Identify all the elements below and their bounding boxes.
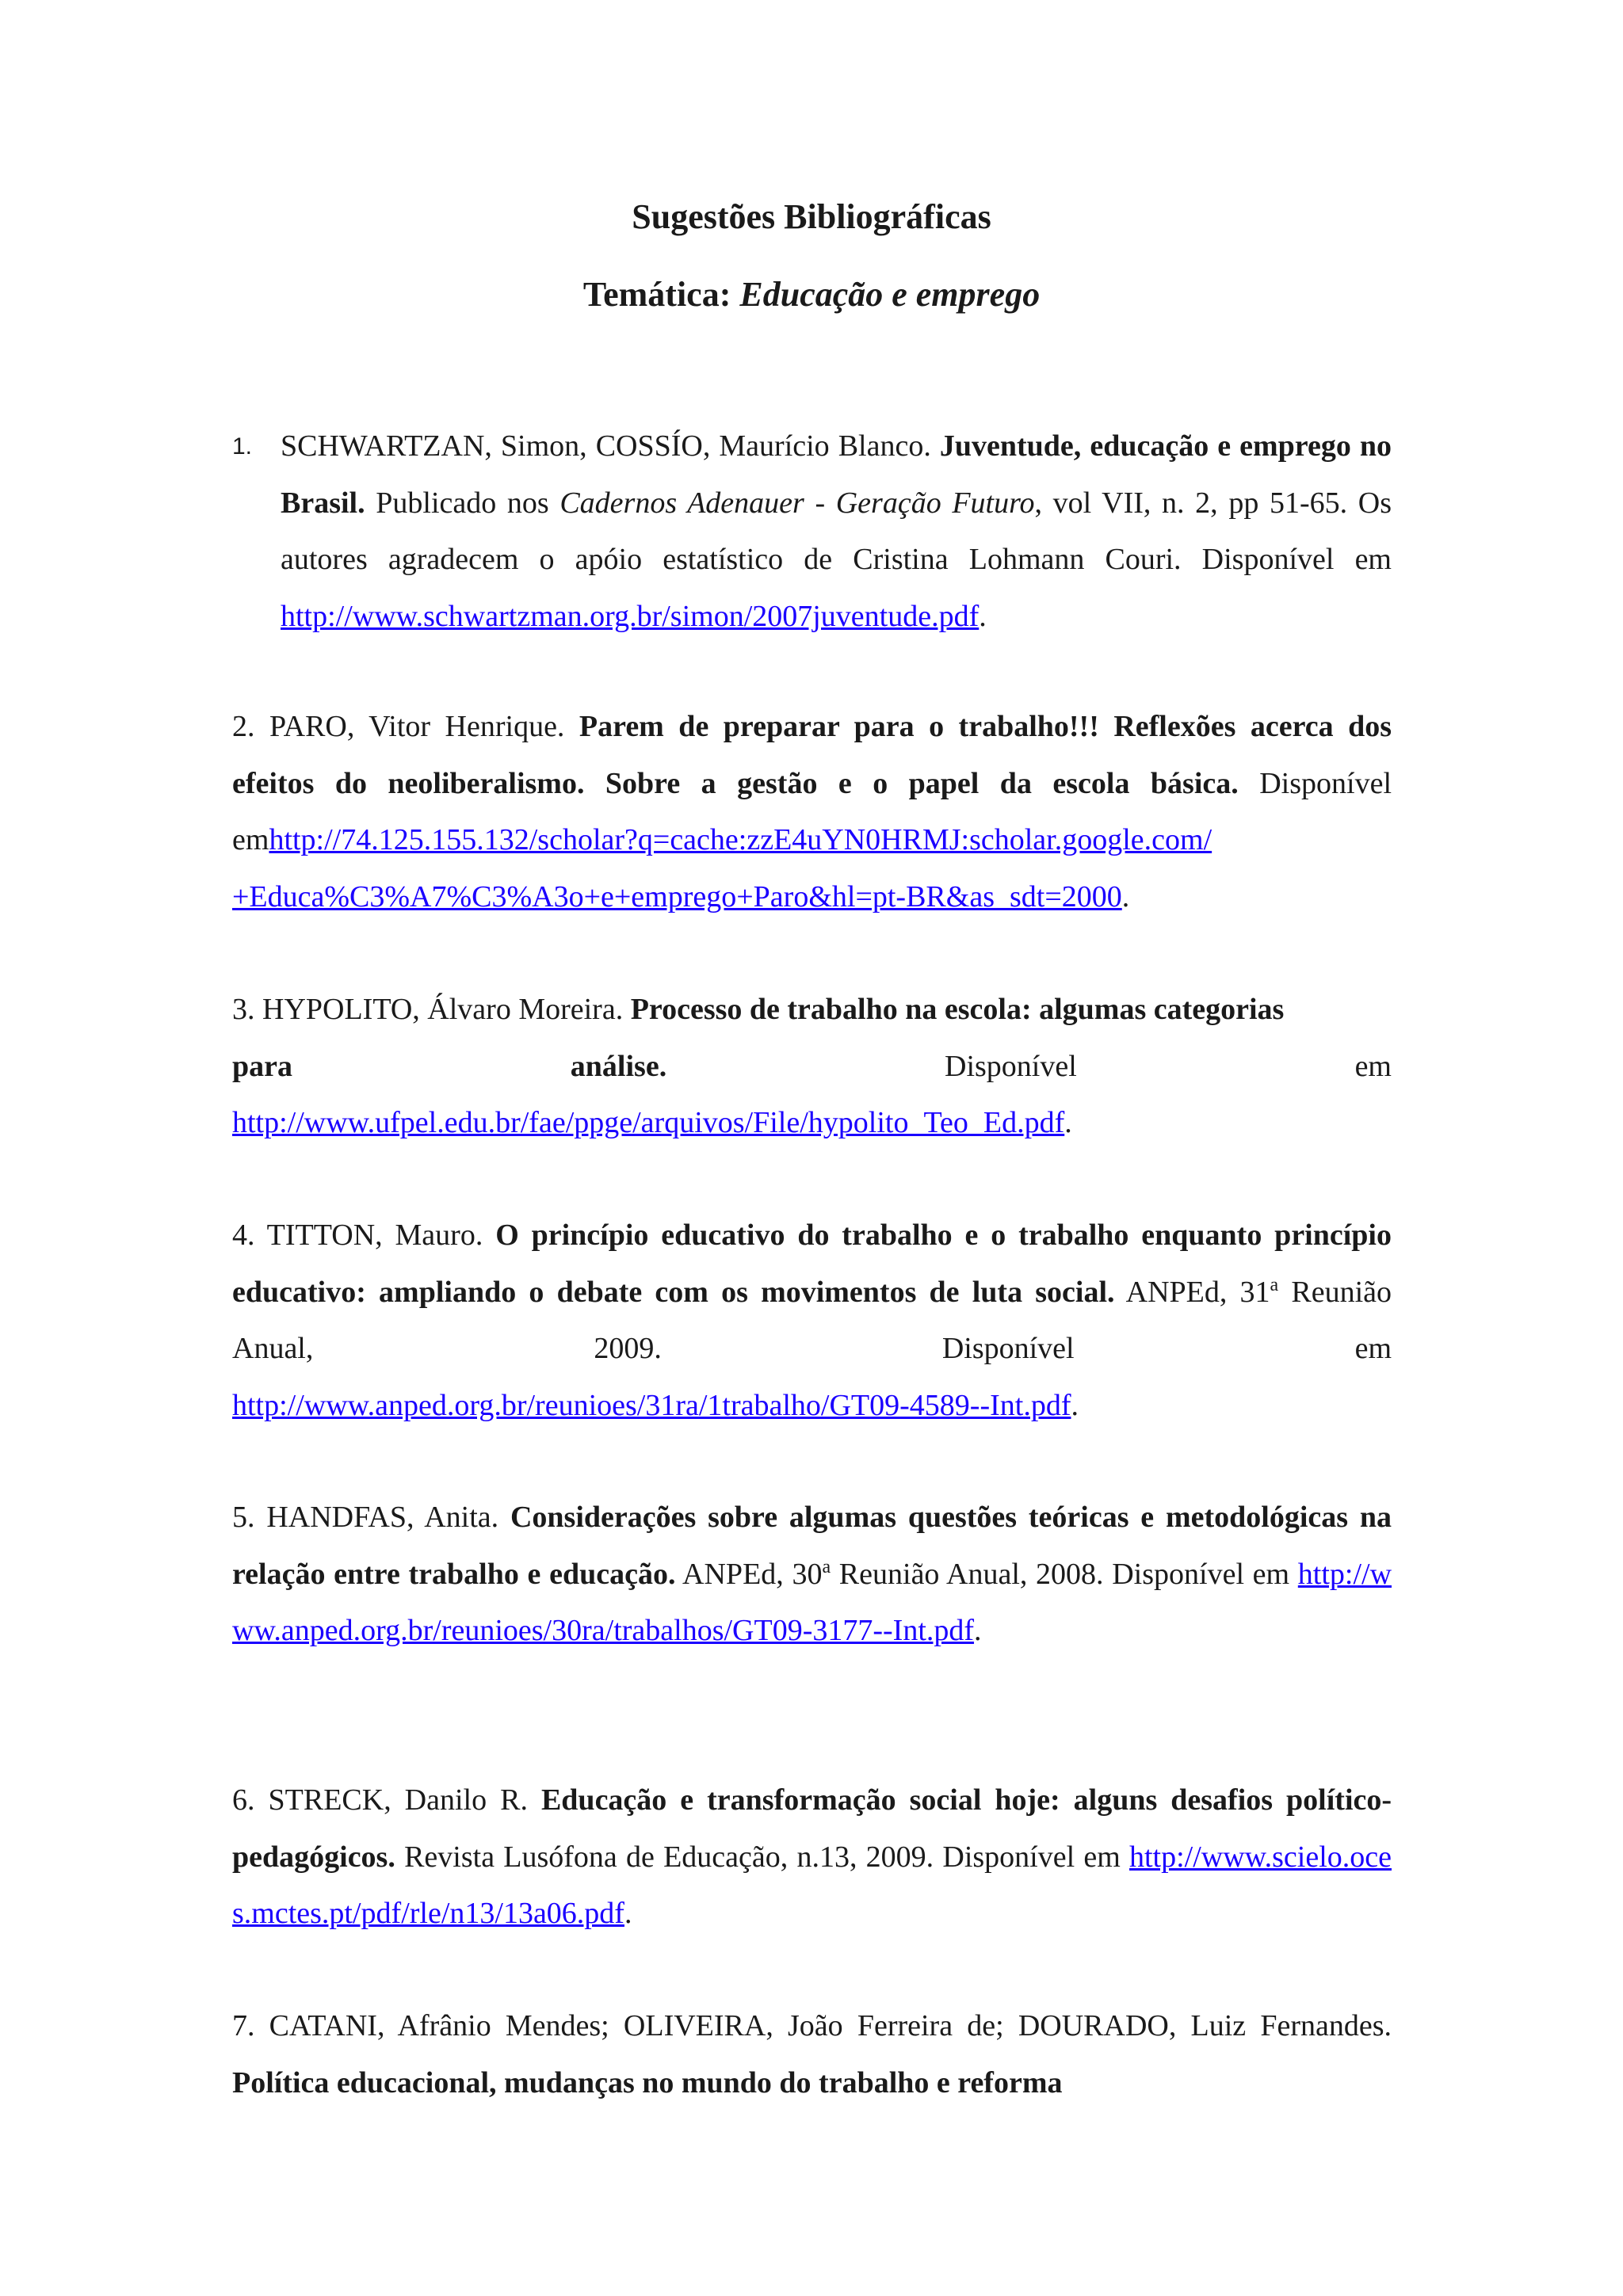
entry-4-link[interactable]: http://www.anped.org.br/reunioes/31ra/1trabalho/GT09-4589--Int.pdf — [232, 1388, 1071, 1422]
entry-5-authors: HANDFAS, Anita. — [266, 1501, 499, 1534]
entry-3-title-part1: Processo de trabalho na escola: algumas categorias — [630, 993, 1285, 1026]
entry-1-authors: SCHWARTZAN, Simon, COSSÍO, Maurício Blanco. — [281, 429, 931, 463]
entry-3-authors: HYPOLITO, Álvaro Moreira. — [262, 993, 624, 1026]
entry-2-authors: PARO, Vitor Henrique. — [269, 710, 565, 743]
entry-4-authors: TITTON, Mauro. — [266, 1219, 483, 1252]
entry-1-journal: Cadernos Adenauer - Geração Futuro — [559, 486, 1035, 520]
entry-1-end: . — [979, 599, 987, 633]
entry-7-authors: CATANI, Afrânio Mendes; OLIVEIRA, João Ferreira de; DOURADO, Luiz Fernandes. — [269, 2009, 1392, 2042]
entry-4-end: . — [1071, 1388, 1079, 1422]
entry-3-details: Disponível em — [945, 1049, 1392, 1083]
entry-1-pre-italic: Publicado nos — [376, 486, 549, 520]
entry-3-link[interactable]: http://www.ufpel.edu.br/fae/ppge/arquivos/File/hypolito_Teo_Ed.pdf — [232, 1106, 1065, 1139]
entry-3-title-part2: para análise. — [232, 1049, 667, 1083]
entry-5-details-pre: ANPEd, 30 — [682, 1557, 823, 1591]
entry-2-link-part1[interactable]: http://74.125.155.132/scholar?q=cache:zzE4uYN0HRMJ:scholar.google.com/ — [269, 823, 1212, 856]
entry-1-title: Juventude, educação e emprego no Brasil. — [281, 429, 1392, 520]
entry-3-end: . — [1064, 1106, 1072, 1139]
entry-4-details-pre: ANPEd, 31 — [1125, 1275, 1270, 1309]
entry-4-details-sup: a — [1270, 1274, 1279, 1295]
page-subtitle — [0, 273, 1623, 317]
entry-3-line2 — [232, 1039, 1392, 1096]
entry-6 — [232, 1772, 1392, 1943]
entry-7 — [232, 1998, 1392, 2111]
entry-2-link-part2[interactable]: +Educa%C3%A7%C3%A3o+e+emprego+Paro&hl=pt-BR&as_sdt=2000 — [232, 879, 1122, 913]
entry-2-details: Disponível em — [232, 766, 1392, 856]
entry-3-number: 3. — [232, 993, 255, 1026]
entry-1-link[interactable]: http://www.schwartzman.org.br/simon/2007juventude.pdf — [281, 599, 980, 633]
entry-2-end: . — [1121, 879, 1130, 913]
entry-4 — [232, 1207, 1392, 1434]
entry-7-title: Política educacional, mudanças no mundo do trabalho e reforma — [232, 2065, 1063, 2100]
entry-6-authors: STRECK, Danilo R. — [268, 1783, 528, 1817]
entry-5-link[interactable]: http://www.anped.org.br/reunioes/30ra/trabalhos/GT09-3177--Int.pdf — [232, 1557, 1392, 1647]
entry-2-number: 2. — [232, 710, 255, 743]
entry-1 — [281, 418, 1392, 645]
subtitle-topic: Educação e emprego — [739, 275, 1041, 314]
entry-2 — [232, 699, 1392, 925]
entry-1-number: 1. — [232, 433, 253, 460]
entry-4-details-post: Reunião Anual, 2009. Disponível em — [232, 1275, 1392, 1365]
entry-2-title: Parem de preparar para o trabalho!!! Reflexões acerca dos efeitos do neoliberalismo. Sobre a gestão e o papel da escola básica. — [232, 710, 1392, 800]
entry-4-number: 4. — [232, 1219, 255, 1252]
entry-6-number: 6. — [232, 1783, 255, 1817]
entry-1-details: , vol VII, n. 2, pp 51-65. Os autores agradecem o apóio estatístico de Cristina Lohmann Couri. Disponível em — [281, 486, 1392, 576]
entry-5-number: 5. — [232, 1501, 255, 1534]
entry-5 — [232, 1489, 1392, 1660]
entry-3 — [232, 982, 1392, 1152]
entry-5-details-sup: a — [822, 1556, 831, 1577]
subtitle-label: Temática: — [582, 275, 731, 314]
entry-5-details-post: Reunião Anual, 2008. Disponível em — [838, 1557, 1290, 1591]
entry-6-title: Educação e transformação social hoje: alguns desafios político-pedagógicos. — [232, 1783, 1392, 1874]
entry-6-end: . — [624, 1897, 632, 1930]
entry-5-end: . — [974, 1614, 982, 1647]
entry-7-number: 7. — [232, 2009, 255, 2042]
entry-6-details: Revista Lusófona de Educação, n.13, 2009. Disponível em — [404, 1840, 1121, 1874]
page-title: Sugestões Bibliográficas — [632, 197, 991, 236]
entry-6-link[interactable]: http://www.scielo.oces.mctes.pt/pdf/rle/n13/13a06.pdf — [232, 1840, 1392, 1930]
entry-5-title: Considerações sobre algumas questões teóricas e metodológicas na relação entre trabalho e educação. — [232, 1501, 1392, 1591]
entry-4-title: O princípio educativo do trabalho e o trabalho enquanto princípio educativo: ampliando o debate com os movimentos de luta social. — [232, 1219, 1392, 1309]
